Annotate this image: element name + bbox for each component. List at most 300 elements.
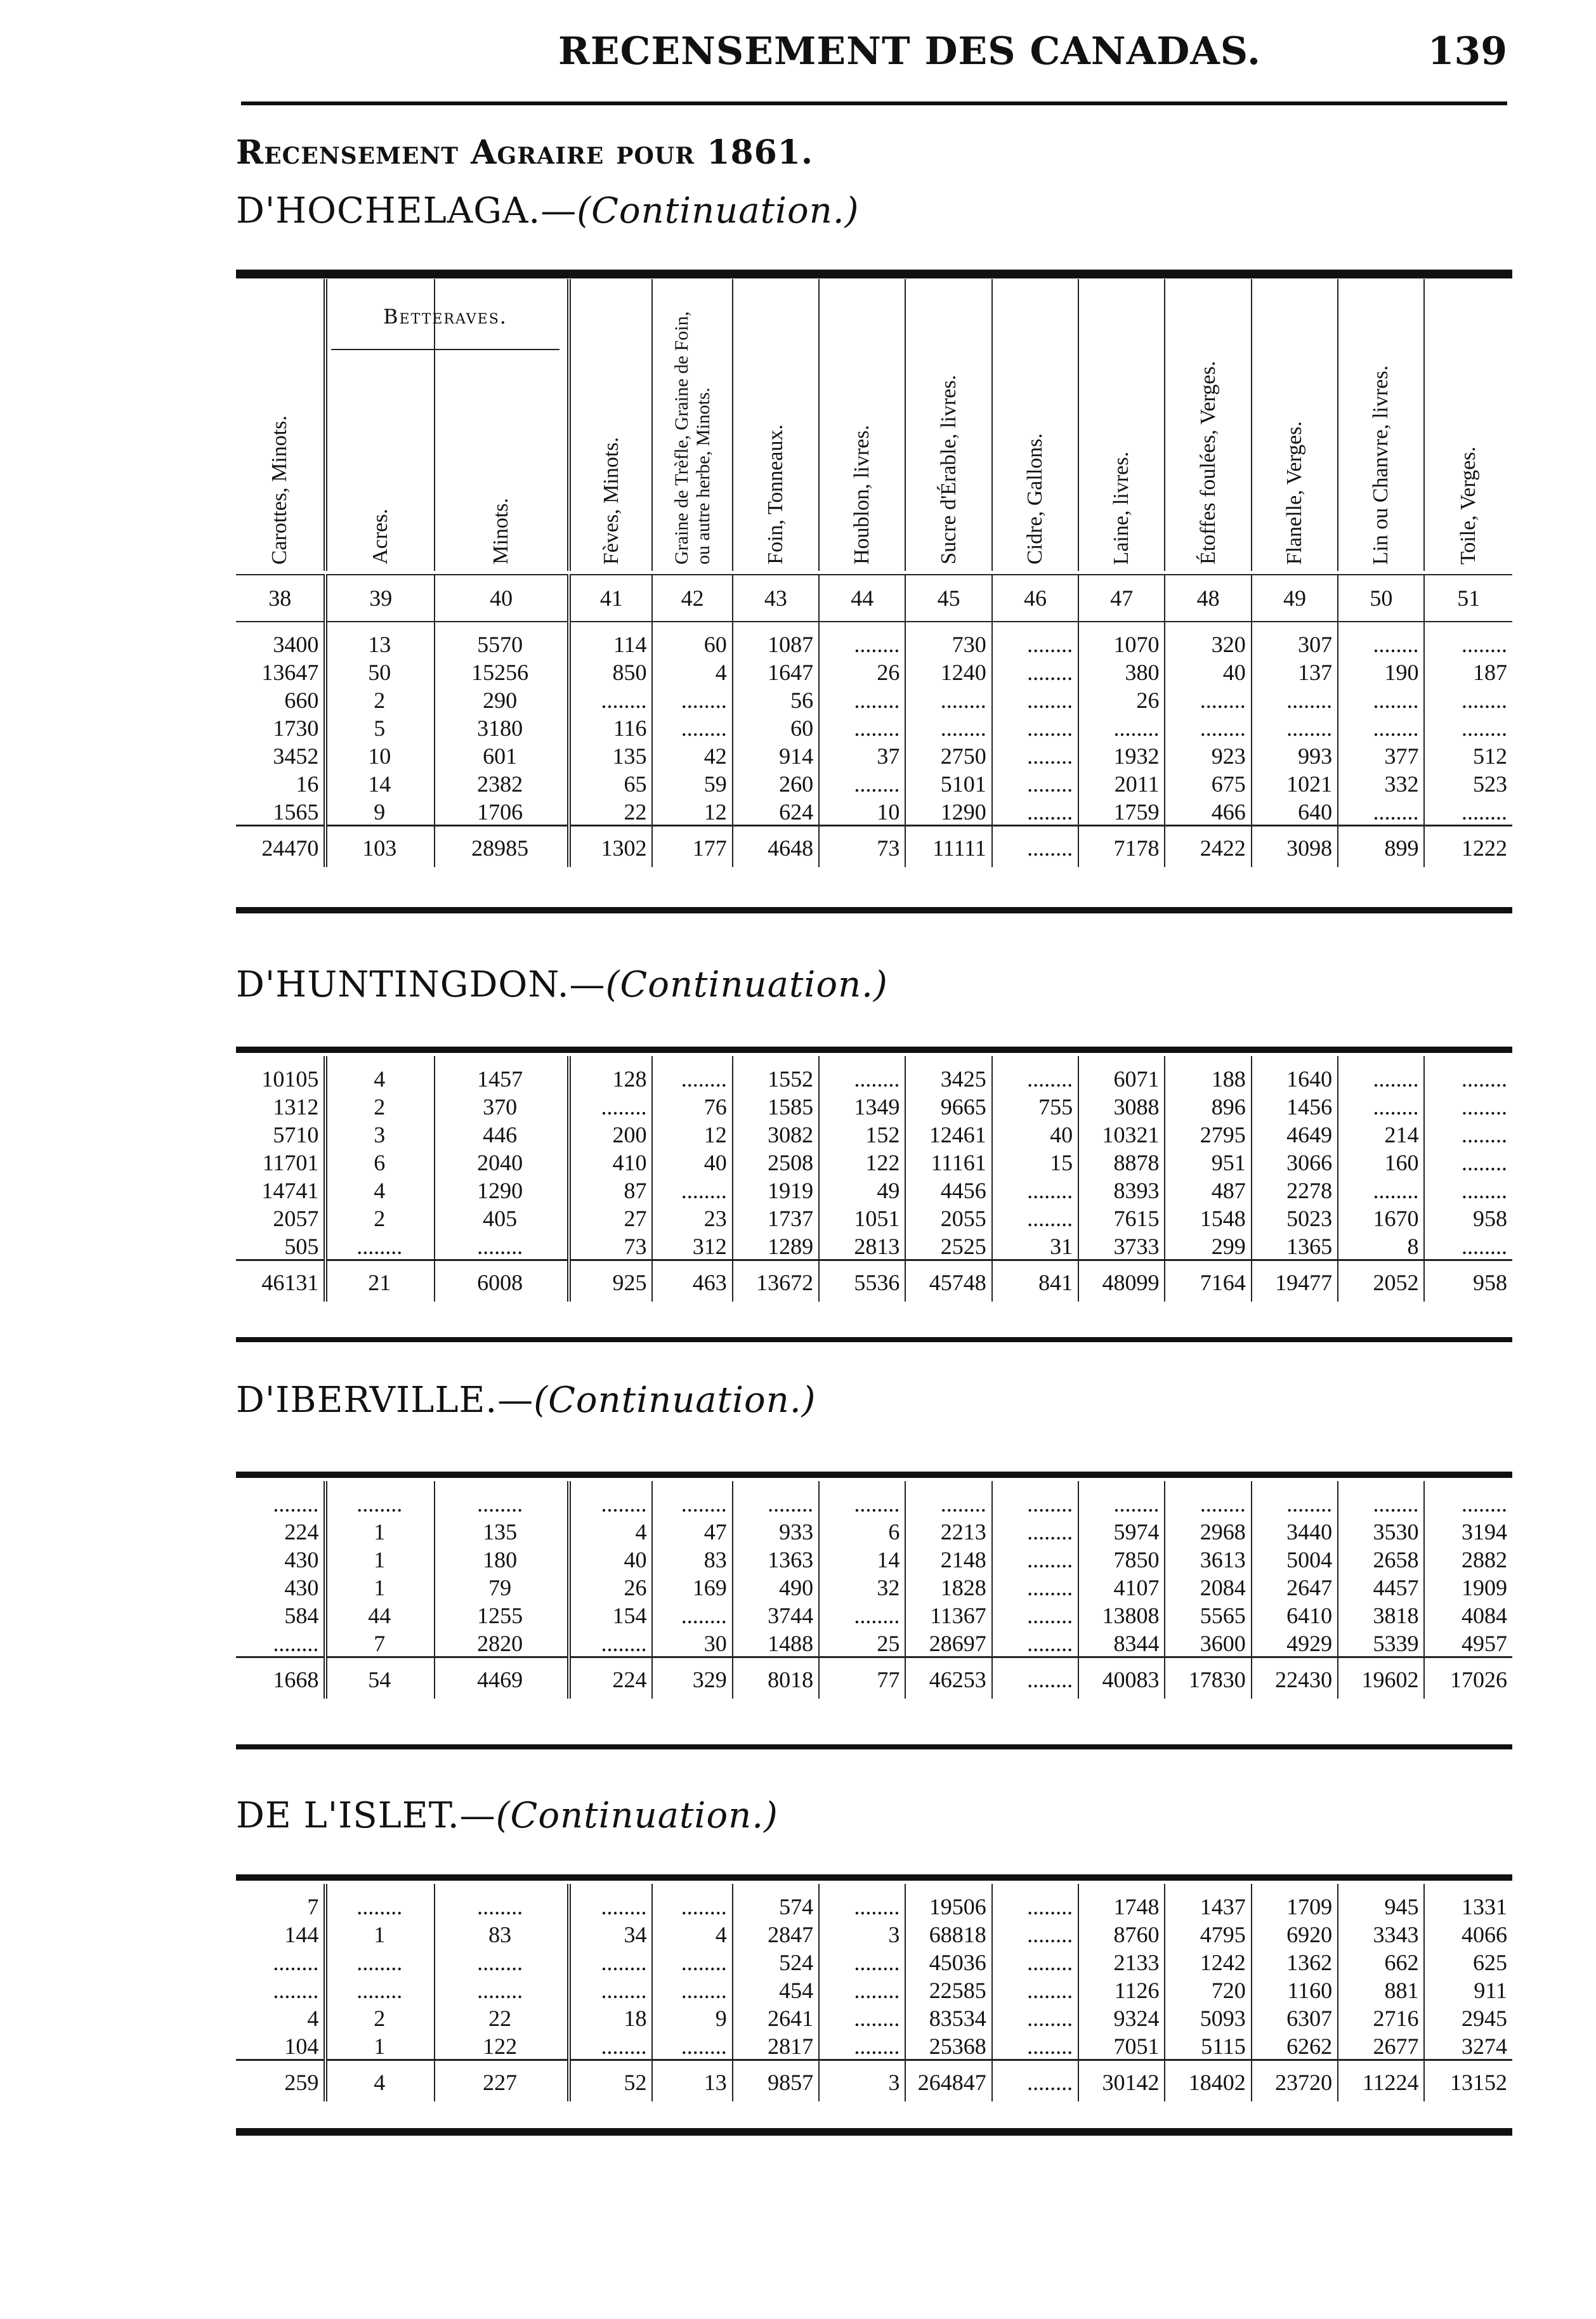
table-cell: 73 <box>569 1231 652 1260</box>
table-cell: 65 <box>569 769 652 797</box>
table-cell: ........ <box>819 622 905 657</box>
table-cell: 2647 <box>1252 1572 1338 1600</box>
page-header-title: RECENSEMENT DES CANADAS. <box>558 29 1261 74</box>
table-cell: 3530 <box>1338 1517 1424 1545</box>
total-cell: 1302 <box>569 826 652 868</box>
betteraves-group <box>325 279 566 362</box>
total-cell: 103 <box>325 826 435 868</box>
table-cell: 26 <box>1078 685 1165 713</box>
table-cell: 3082 <box>733 1120 819 1147</box>
table-cell: ........ <box>992 1628 1078 1657</box>
table-cell: 9 <box>652 2003 732 2031</box>
table-cell: ........ <box>652 1056 732 1092</box>
header-label: Toile, Verges. <box>1456 446 1481 565</box>
total-cell: 3 <box>819 2060 905 2102</box>
table-cell: 3440 <box>1252 1517 1338 1545</box>
table-cell: 1709 <box>1252 1884 1338 1919</box>
total-cell: 22430 <box>1252 1657 1338 1699</box>
table-cell: ........ <box>992 1056 1078 1092</box>
table-row <box>236 1600 1512 1628</box>
table-cell: 730 <box>905 622 991 657</box>
table-cell: ........ <box>1462 799 1507 825</box>
section-bottom-rule <box>236 2128 1512 2136</box>
table-cell: ........ <box>819 769 905 797</box>
table-cell: 2716 <box>1338 2003 1424 2031</box>
table-cell: 3600 <box>1165 1628 1251 1657</box>
table-cell: 9 <box>325 797 435 826</box>
section-title-huntingdon <box>236 964 888 1005</box>
table-cell: 5093 <box>1165 2003 1251 2031</box>
table-cell: ........ <box>992 2003 1078 2031</box>
header-top-rule <box>236 270 1512 278</box>
table-cell: ........ <box>819 1056 905 1092</box>
table-cell: 2525 <box>905 1231 991 1260</box>
data-table <box>236 1481 1512 1699</box>
table-cell: ........ <box>325 1975 435 2003</box>
table-cell: 601 <box>435 741 569 769</box>
table-cell: 31 <box>992 1231 1078 1260</box>
section-title-text: DE L'ISLET.— <box>236 1795 496 1836</box>
table-cell: ........ <box>1252 1481 1338 1517</box>
total-cell: 5536 <box>819 1260 905 1302</box>
table-row <box>236 1147 1512 1175</box>
table-cell: 2057 <box>236 1203 325 1231</box>
table-cell: 320 <box>1165 622 1251 657</box>
table-cell: ........ <box>992 1919 1078 1947</box>
table-cell: ........ <box>905 1481 991 1517</box>
total-cell: 28985 <box>435 826 569 868</box>
table-cell: ........ <box>569 1092 652 1120</box>
table-cell: 13647 <box>236 657 325 685</box>
table-cell: 2641 <box>733 2003 819 2031</box>
table-cell: ........ <box>236 1947 325 1975</box>
table-cell: 27 <box>569 1203 652 1231</box>
table-cell: 14 <box>325 769 435 797</box>
table-cell: ........ <box>992 685 1078 713</box>
table-cell: 10105 <box>236 1056 325 1092</box>
table-cell: ........ <box>819 2031 905 2060</box>
table-cell: 10321 <box>1078 1120 1165 1147</box>
header-graine <box>652 279 732 571</box>
table-cell: 6071 <box>1078 1056 1165 1092</box>
total-cell: ........ <box>992 1657 1078 1699</box>
table-cell: 40 <box>652 1147 732 1175</box>
total-cell: 177 <box>652 826 732 868</box>
table-cell: 2011 <box>1078 769 1165 797</box>
table-cell: 2133 <box>1078 1947 1165 1975</box>
table-cell: 11161 <box>905 1147 991 1175</box>
section-bottom-rule <box>236 1744 1512 1749</box>
table-cell: ........ <box>992 1175 1078 1203</box>
table-row <box>236 1231 1512 1260</box>
table-cell: ........ <box>992 797 1078 826</box>
col-num: 42 <box>652 575 732 622</box>
table-cell: ........ <box>992 1947 1078 1975</box>
table-cell: 7850 <box>1078 1545 1165 1572</box>
table-cell: 187 <box>1473 660 1507 685</box>
table-cell: 42 <box>652 741 732 769</box>
header-laine <box>1078 279 1165 571</box>
table-cell: 2 <box>325 2003 435 2031</box>
table-row <box>236 1092 1512 1120</box>
table-cell: 44 <box>325 1600 435 1628</box>
section-title-continuation: (Continuation.) <box>495 1795 778 1836</box>
table-cell: 14741 <box>236 1175 325 1203</box>
section-title-iberville <box>236 1380 816 1421</box>
table-cell: 2040 <box>435 1147 569 1175</box>
section-bottom-rule <box>236 907 1512 913</box>
table-cell: 3180 <box>435 713 569 741</box>
header-label: Carottes, Minots. <box>268 415 292 565</box>
table-cell: ........ <box>569 1481 652 1517</box>
table-cell: 1362 <box>1252 1947 1338 1975</box>
header-label: Laine, livres. <box>1109 451 1134 565</box>
table-row <box>236 2031 1512 2060</box>
table-cell: 188 <box>1165 1056 1251 1092</box>
table-cell: 34 <box>569 1919 652 1947</box>
header-label: Graine de Trèfle, Graine de Foin, ou autre herbe, Minots. <box>670 311 714 565</box>
total-row <box>236 2060 1512 2102</box>
table-cell: 4456 <box>905 1175 991 1203</box>
table-row <box>236 2003 1512 2031</box>
page-number: 139 <box>1427 29 1507 74</box>
table-cell: 6262 <box>1252 2031 1338 2060</box>
table-cell: 505 <box>236 1231 325 1260</box>
table-cell: ........ <box>819 1600 905 1628</box>
table-cell: ........ <box>1462 1491 1507 1517</box>
table-row <box>236 1947 1512 1975</box>
total-cell: 1222 <box>1424 826 1512 868</box>
table-cell: 1 <box>325 1517 435 1545</box>
table-cell: 850 <box>569 657 652 685</box>
table-cell: ........ <box>569 1947 652 1975</box>
table-cell: 625 <box>1473 1950 1507 1975</box>
table-cell: 40 <box>569 1545 652 1572</box>
table-cell: 640 <box>1252 797 1338 826</box>
table-cell: 4929 <box>1252 1628 1338 1657</box>
table-row <box>236 769 1512 797</box>
table-cell: 260 <box>733 769 819 797</box>
table-cell: 79 <box>435 1572 569 1600</box>
table-cell: 135 <box>435 1517 569 1545</box>
table-cell: ........ <box>819 713 905 741</box>
table-cell: 14 <box>819 1545 905 1572</box>
table-cell: 312 <box>652 1231 732 1260</box>
table-cell: 26 <box>819 657 905 685</box>
total-cell: 30142 <box>1078 2060 1165 2102</box>
table-cell: 1365 <box>1252 1231 1338 1260</box>
table-cell: 1 <box>325 1572 435 1600</box>
table-cell: 3818 <box>1338 1600 1424 1628</box>
table-cell: 466 <box>1165 797 1251 826</box>
table-cell: 3733 <box>1078 1231 1165 1260</box>
table-cell: ........ <box>652 685 732 713</box>
header-lin <box>1338 279 1424 571</box>
table-cell: 2677 <box>1338 2031 1424 2060</box>
header-toile <box>1424 279 1512 571</box>
table-cell: 524 <box>733 1947 819 1975</box>
table-cell: 30 <box>652 1628 732 1657</box>
table-cell: 180 <box>435 1545 569 1572</box>
table-cell: 40 <box>992 1120 1078 1147</box>
total-cell: 13 <box>652 2060 732 2102</box>
table-cell: 13 <box>325 622 435 657</box>
table-cell: ........ <box>1252 713 1338 741</box>
total-cell: 899 <box>1338 826 1424 868</box>
total-cell: 7164 <box>1165 1260 1251 1302</box>
table-cell: 2882 <box>1462 1547 1507 1572</box>
table-cell: 1828 <box>905 1572 991 1600</box>
table-cell: 224 <box>236 1517 325 1545</box>
table-cell: 1565 <box>236 797 325 826</box>
table-cell: 1548 <box>1165 1203 1251 1231</box>
col-num: 49 <box>1252 575 1338 622</box>
census-subtitle: Recensement Agraire pour 1861. <box>236 133 814 172</box>
table-cell: ........ <box>1462 1066 1507 1092</box>
total-cell: 329 <box>652 1657 732 1699</box>
table-cell: 4 <box>236 2003 325 2031</box>
table-cell: 214 <box>1338 1120 1424 1147</box>
table-cell: 2382 <box>435 769 569 797</box>
table-cell: 122 <box>819 1147 905 1175</box>
col-num: 45 <box>905 575 991 622</box>
table-cell: 28697 <box>905 1628 991 1657</box>
table-cell: 13808 <box>1078 1600 1165 1628</box>
table-cell: 200 <box>569 1120 652 1147</box>
betteraves-group-label: Betteraves. <box>383 304 507 329</box>
table-cell: 914 <box>733 741 819 769</box>
table-cell: 137 <box>1252 657 1338 685</box>
header-rule <box>241 101 1507 105</box>
table-cell: 3744 <box>733 1600 819 1628</box>
total-cell: 17830 <box>1165 1657 1251 1699</box>
table-cell: ........ <box>435 1231 569 1260</box>
header-label: Houblon, livres. <box>850 424 874 565</box>
table-cell: 405 <box>435 1203 569 1231</box>
table-cell: 8393 <box>1078 1175 1165 1203</box>
table-cell: ........ <box>236 1975 325 2003</box>
table-cell: 5565 <box>1165 1600 1251 1628</box>
table-cell: ........ <box>652 1600 732 1628</box>
table-cell: ........ <box>819 1481 905 1517</box>
table-cell: 154 <box>569 1600 652 1628</box>
table-cell: ........ <box>435 1481 569 1517</box>
table-cell: ........ <box>652 1947 732 1975</box>
table-cell: ........ <box>325 1481 435 1517</box>
table-cell: 190 <box>1338 657 1424 685</box>
table-cell: 1363 <box>733 1545 819 1572</box>
header-label: Lin ou Chanvre, livres. <box>1369 365 1393 565</box>
total-cell: 54 <box>325 1657 435 1699</box>
table-cell: ........ <box>1078 713 1165 741</box>
table-cell: 4649 <box>1252 1120 1338 1147</box>
total-cell: 73 <box>819 826 905 868</box>
table-cell: 4066 <box>1462 1922 1507 1947</box>
col-num: 43 <box>733 575 819 622</box>
table-cell: 2 <box>325 685 435 713</box>
table-cell: ........ <box>1338 1092 1424 1120</box>
table-cell: 1 <box>325 2031 435 2060</box>
table-cell: ........ <box>992 1517 1078 1545</box>
table-cell: 8 <box>1338 1231 1424 1260</box>
table-cell: 1331 <box>1462 1894 1507 1919</box>
table-cell: 5974 <box>1078 1517 1165 1545</box>
table-row <box>236 1884 1512 1919</box>
table-cell: ........ <box>1252 685 1338 713</box>
table-row <box>236 1919 1512 1947</box>
table-cell: 23 <box>652 1203 732 1231</box>
table-cell: 1919 <box>733 1175 819 1203</box>
table-cell: 87 <box>569 1175 652 1203</box>
table-cell: ........ <box>652 1884 732 1919</box>
table-cell: 2278 <box>1252 1175 1338 1203</box>
total-cell: ........ <box>992 2060 1078 2102</box>
table-cell: 12 <box>652 1120 732 1147</box>
data-table <box>236 622 1512 867</box>
table-cell: 76 <box>652 1092 732 1120</box>
table-cell: 1087 <box>733 622 819 657</box>
table-cell: ........ <box>905 713 991 741</box>
table-cell: ........ <box>1462 1234 1507 1259</box>
section-title-continuation: (Continuation.) <box>533 1380 816 1421</box>
table-cell: ........ <box>819 1975 905 2003</box>
table-cell: ........ <box>652 713 732 741</box>
table-cell: 83 <box>652 1545 732 1572</box>
table-cell: 1748 <box>1078 1884 1165 1919</box>
table-cell: 3066 <box>1252 1147 1338 1175</box>
table-cell: 116 <box>569 713 652 741</box>
table-cell: 1737 <box>733 1203 819 1231</box>
total-cell: 46253 <box>905 1657 991 1699</box>
table-cell: 3452 <box>236 741 325 769</box>
table-cell: 290 <box>435 685 569 713</box>
table-cell: 22 <box>569 797 652 826</box>
table-cell: 1909 <box>1462 1575 1507 1600</box>
col-num: 39 <box>325 575 435 622</box>
table-cell: ........ <box>992 1600 1078 1628</box>
total-cell: 9857 <box>733 2060 819 2102</box>
table-cell: 4 <box>652 1919 732 1947</box>
table-cell: 1706 <box>435 797 569 826</box>
table-row <box>236 797 1512 826</box>
table-cell: 114 <box>569 622 652 657</box>
table-cell: 68818 <box>905 1919 991 1947</box>
total-cell: 7178 <box>1078 826 1165 868</box>
table-cell: 2750 <box>905 741 991 769</box>
table-cell: ........ <box>1338 622 1424 657</box>
table-cell: 60 <box>652 622 732 657</box>
table-cell: 26 <box>569 1572 652 1600</box>
column-number-row <box>236 574 1512 622</box>
table-cell: 4795 <box>1165 1919 1251 1947</box>
table-cell: 19506 <box>905 1884 991 1919</box>
table-cell: 2 <box>325 1203 435 1231</box>
table-cell: ........ <box>992 713 1078 741</box>
total-cell: 17026 <box>1424 1657 1512 1699</box>
table-cell: 4 <box>325 1175 435 1203</box>
total-cell: ........ <box>992 826 1078 868</box>
table-cell: 3613 <box>1165 1545 1251 1572</box>
table-cell: 2055 <box>905 1203 991 1231</box>
table-cell: 16 <box>236 769 325 797</box>
table-cell: 490 <box>733 1572 819 1600</box>
table-cell: 958 <box>1473 1206 1507 1231</box>
col-num: 48 <box>1165 575 1251 622</box>
table-row <box>236 1517 1512 1545</box>
table-cell: 4084 <box>1462 1603 1507 1628</box>
table-cell: ........ <box>1338 685 1424 713</box>
table-cell: 1670 <box>1338 1203 1424 1231</box>
section-title-lislet <box>236 1795 778 1836</box>
table-cell: 1932 <box>1078 741 1165 769</box>
table-cell: ........ <box>905 685 991 713</box>
table-cell: ........ <box>1338 797 1424 826</box>
table-cell: 160 <box>1338 1147 1424 1175</box>
table-cell: ........ <box>569 1884 652 1919</box>
table-cell: ........ <box>992 1481 1078 1517</box>
table-row <box>236 1481 1512 1517</box>
table-row <box>236 622 1512 657</box>
col-num: 40 <box>435 575 569 622</box>
table-cell: ........ <box>1078 1481 1165 1517</box>
table-cell: 5570 <box>435 622 569 657</box>
total-cell: 19477 <box>1252 1260 1338 1302</box>
table-cell: 3 <box>819 1919 905 1947</box>
table-cell: 993 <box>1252 741 1338 769</box>
table-cell: ........ <box>992 657 1078 685</box>
header-etoffes <box>1165 279 1251 571</box>
table-cell: 299 <box>1165 1231 1251 1260</box>
table-cell: 720 <box>1165 1975 1251 2003</box>
header-feves <box>569 279 652 571</box>
table-cell: 1585 <box>733 1092 819 1120</box>
table-cell: ........ <box>992 1203 1078 1231</box>
table-cell: 2847 <box>733 1919 819 1947</box>
table-cell: ........ <box>652 1975 732 2003</box>
total-cell: 224 <box>569 1657 652 1699</box>
header-label: Sucre d'Érable, livres. <box>936 375 960 565</box>
header-foin <box>733 279 819 571</box>
table-cell: 56 <box>733 685 819 713</box>
table-cell: ........ <box>992 1975 1078 2003</box>
total-cell: 11224 <box>1338 2060 1424 2102</box>
table-cell: 755 <box>992 1092 1078 1120</box>
table-cell: 512 <box>1473 743 1507 769</box>
table-cell: 1 <box>325 1919 435 1947</box>
table-cell: 1240 <box>905 657 991 685</box>
table-cell: 410 <box>569 1147 652 1175</box>
table-cell: 15 <box>992 1147 1078 1175</box>
total-cell: 3098 <box>1252 826 1338 868</box>
table-cell: 881 <box>1338 1975 1424 2003</box>
table-cell: 584 <box>236 1600 325 1628</box>
table-cell: 2795 <box>1165 1120 1251 1147</box>
total-cell: 24470 <box>236 826 325 868</box>
table-cell: 2817 <box>733 2031 819 2060</box>
table-cell: 2213 <box>905 1517 991 1545</box>
table-cell: ........ <box>819 1884 905 1919</box>
table-cell: 2508 <box>733 1147 819 1175</box>
header-carottes <box>236 279 325 571</box>
table-cell: 1552 <box>733 1056 819 1092</box>
table-cell: 5 <box>325 713 435 741</box>
table-cell: 25 <box>819 1628 905 1657</box>
table-cell: 1242 <box>1165 1947 1251 1975</box>
table-cell: 1488 <box>733 1628 819 1657</box>
table-cell: 5339 <box>1338 1628 1424 1657</box>
table-cell: 37 <box>819 741 905 769</box>
table-cell: ........ <box>1462 715 1507 741</box>
